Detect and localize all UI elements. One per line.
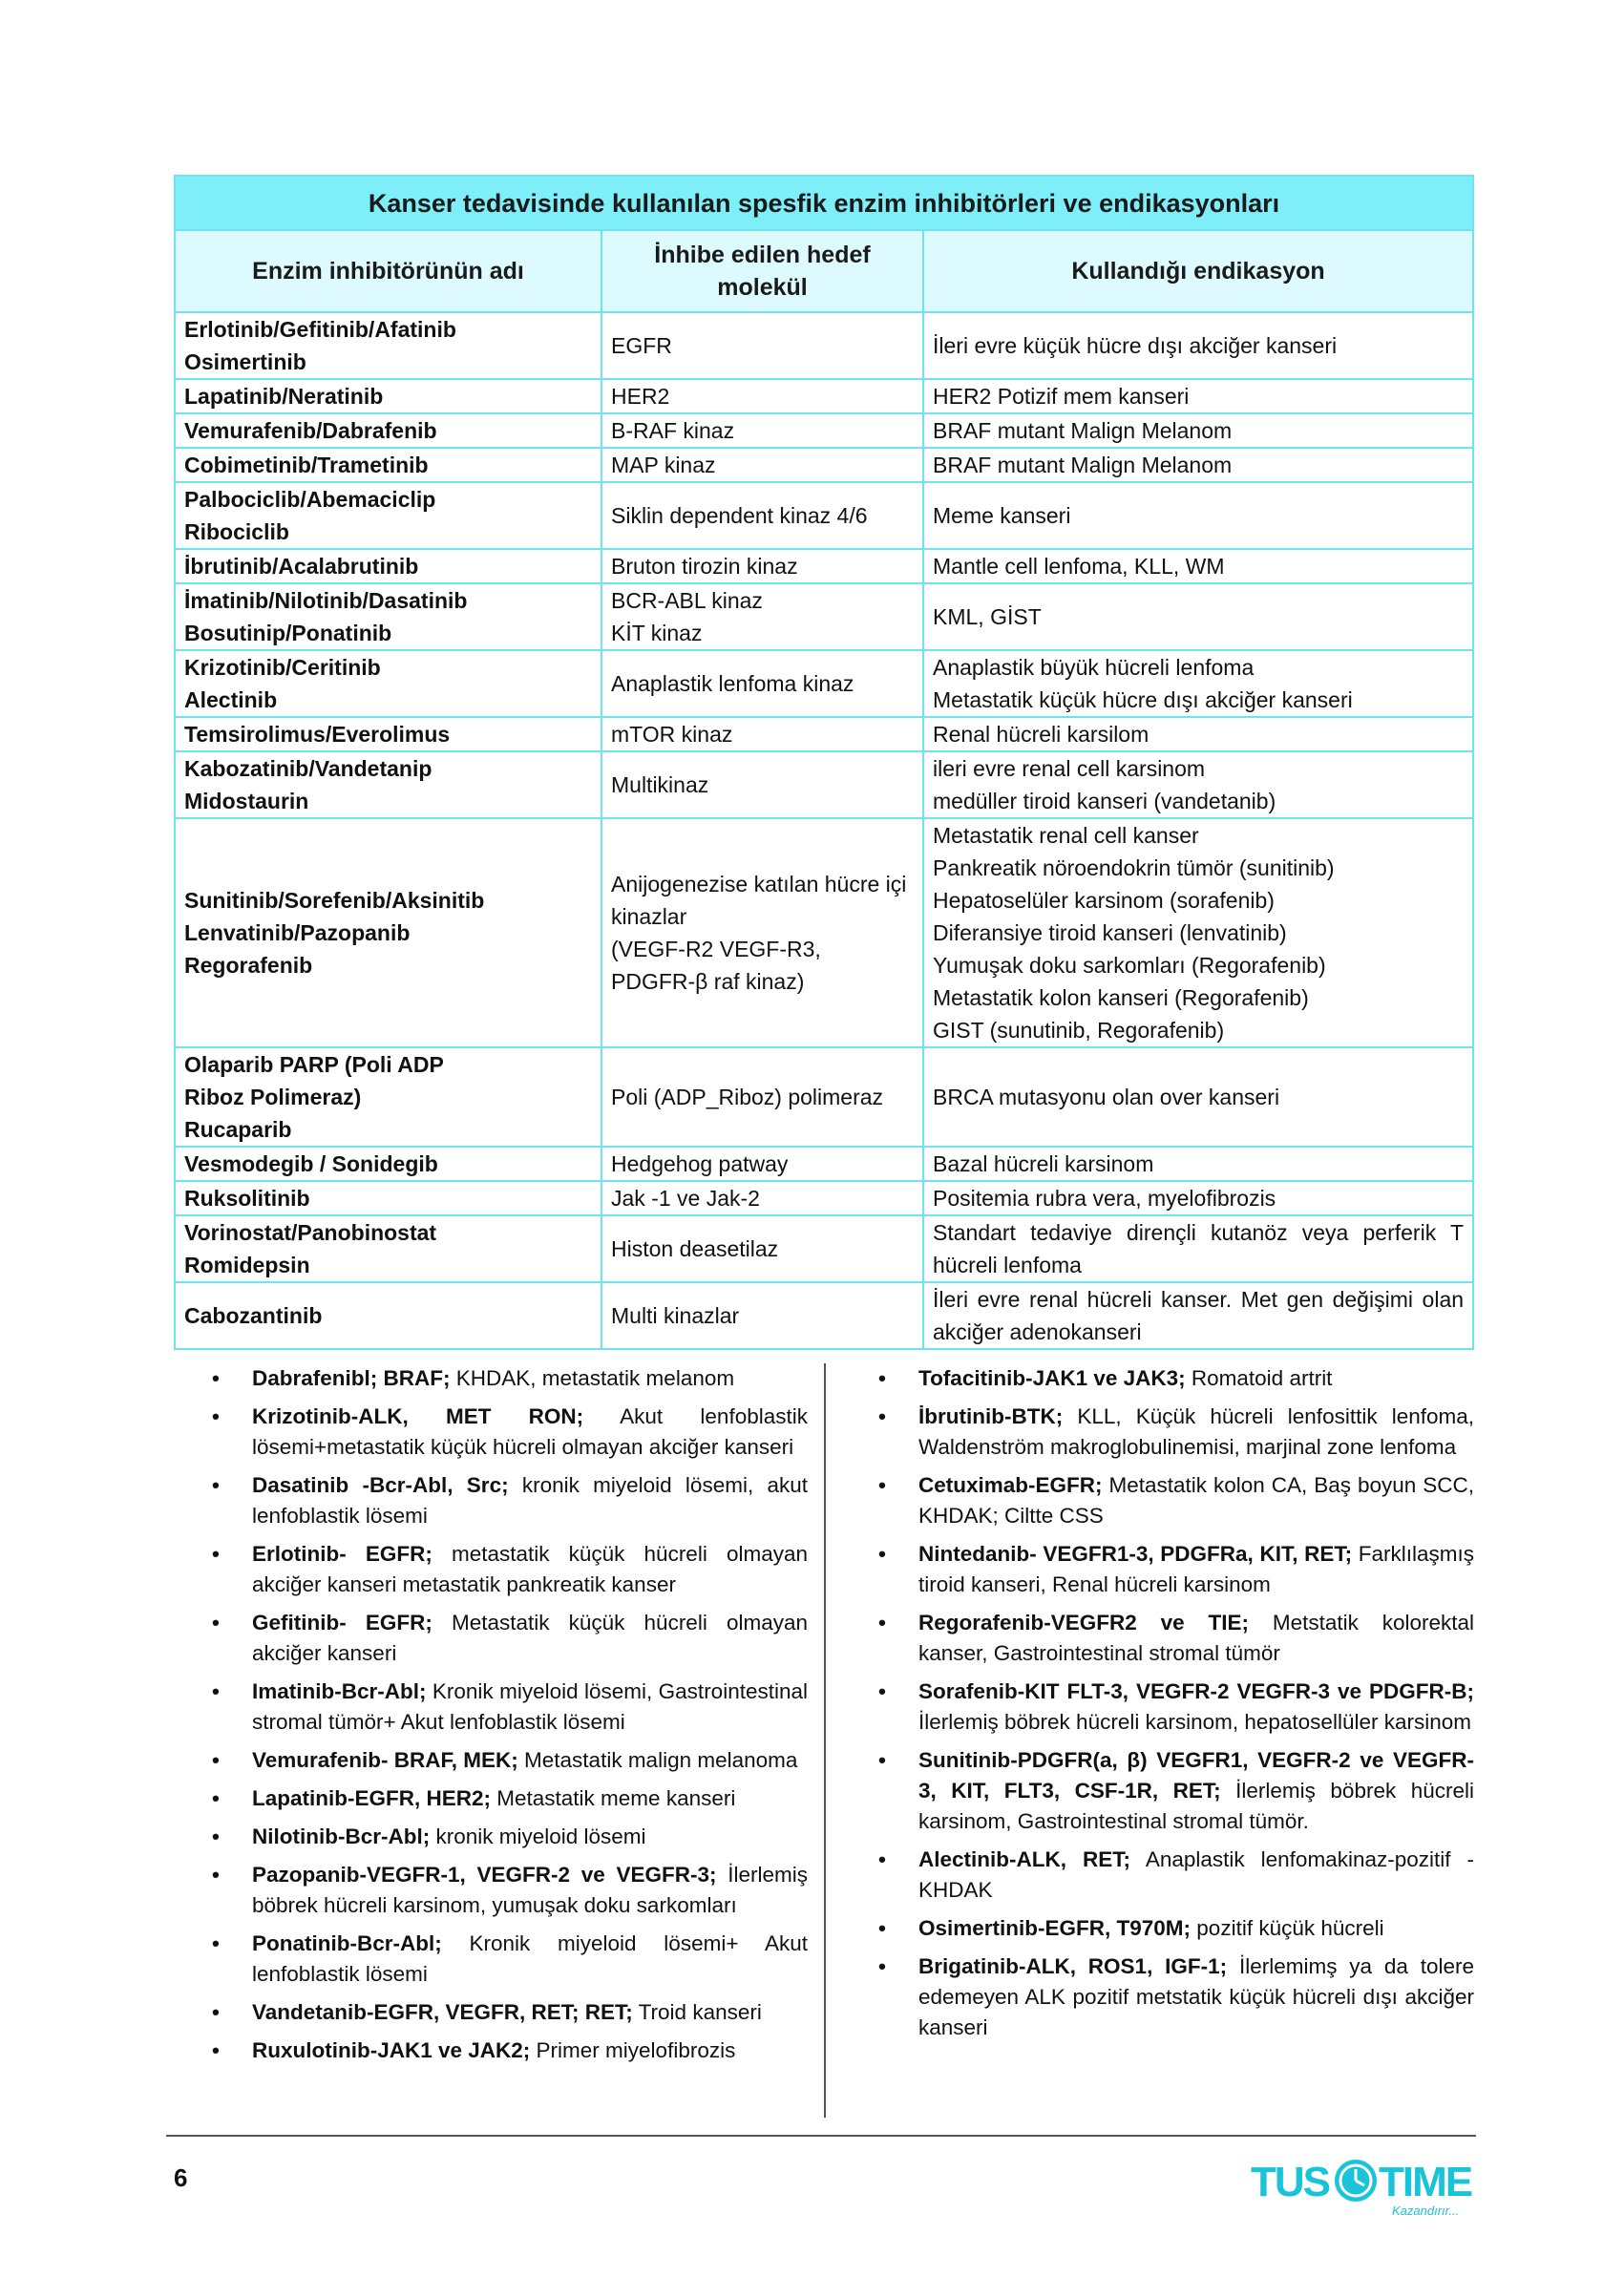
indication-line: BRAF mutant Malign Melanom <box>933 418 1233 443</box>
target-molecule-line: B-RAF kinaz <box>611 418 735 443</box>
bullet-item <box>212 1539 808 1600</box>
bullet-indication: Metastatik meme kanseri <box>491 1786 736 1810</box>
bullet-indication: Kronik miyeloid lösemi+ Akut lenfoblastik lösemi <box>252 1931 808 1986</box>
target-molecule-cell <box>601 818 923 1047</box>
target-molecule-cell <box>601 717 923 751</box>
inhibitor-name-line: Osimertinib <box>184 349 306 374</box>
bullet-drug-target: Vandetanib-EGFR, VEGFR, RET; RET; <box>252 2000 633 2024</box>
indication-cell <box>923 1181 1473 1215</box>
bullet-drug-target: Krizotinib-ALK, MET RON; <box>252 1404 584 1428</box>
target-molecule-line: kinazlar <box>611 904 687 929</box>
inhibitor-name-line: Lapatinib/Neratinib <box>184 384 384 409</box>
indication-line: Positemia rubra vera, myelofibrozis <box>933 1186 1276 1211</box>
column-header-indication: Kullandığı endikasyon <box>923 230 1473 312</box>
inhibitor-name-line: Regorafenib <box>184 953 313 978</box>
bullet-item <box>212 2035 808 2066</box>
table-row <box>175 1147 1473 1181</box>
target-molecule-line: Hedgehog patway <box>611 1151 789 1176</box>
table-row <box>175 650 1473 717</box>
target-molecule-line: Anaplastik lenfoma kinaz <box>611 671 854 696</box>
table-row <box>175 1215 1473 1282</box>
table-row <box>175 379 1473 413</box>
target-molecule-line: Multi kinazlar <box>611 1303 740 1328</box>
bullet-drug-target: İbrutinib-BTK; <box>918 1404 1064 1428</box>
indication-line: medüller tiroid kanseri (vandetanib) <box>933 789 1276 813</box>
target-molecule-line: Anijogenezise katılan hücre içi <box>611 872 907 896</box>
inhibitor-name-cell <box>175 1147 601 1181</box>
indication-cell <box>923 549 1473 583</box>
bullet-drug-target: Lapatinib-EGFR, HER2; <box>252 1786 492 1810</box>
target-molecule-line: Multikinaz <box>611 772 709 797</box>
indication-cell <box>923 482 1473 549</box>
bullet-dot-icon: • <box>878 1847 886 1871</box>
bullet-dot-icon: • <box>212 2000 220 2024</box>
bullet-item <box>212 1677 808 1738</box>
indication-cell <box>923 650 1473 717</box>
indication-line: Mantle cell lenfoma, KLL, WM <box>933 554 1225 579</box>
target-molecule-cell <box>601 751 923 818</box>
indication-cell <box>923 583 1473 650</box>
bullet-indication: Kronik miyeloid lösemi, Gastrointestinal stromal tümör+ Akut lenfoblastik lösemi <box>252 1679 808 1734</box>
inhibitor-name-line: Temsirolimus/Everolimus <box>184 722 451 747</box>
indication-line: Hepatoselüler karsinom (sorafenib) <box>933 888 1275 913</box>
inhibitor-name-cell <box>175 1181 601 1215</box>
inhibitor-name-cell <box>175 448 601 482</box>
footer-rule <box>166 2135 1476 2137</box>
bullet-drug-target: Brigatinib-ALK, ROS1, IGF-1; <box>918 1954 1228 1978</box>
inhibitor-name-cell <box>175 818 601 1047</box>
indication-cell <box>923 413 1473 448</box>
bullet-indication: KHDAK, metastatik melanom <box>450 1366 735 1390</box>
bullet-indication: Akut lenfoblastik lösemi+metastatik küçük hücreli olmayan akciğer kanseri <box>252 1404 808 1459</box>
bullet-item <box>212 1470 808 1531</box>
inhibitor-name-line: Rucaparib <box>184 1117 292 1142</box>
bullet-drug-target: Erlotinib- EGFR; <box>252 1542 432 1566</box>
indication-line: Metastatik renal cell kanser <box>933 823 1199 848</box>
bullet-indication: Metstatik kolorektal kanser, Gastrointestinal stromal tümör <box>918 1611 1474 1665</box>
bullet-item <box>878 1677 1474 1738</box>
inhibitor-name-line: İmatinib/Nilotinib/Dasatinib <box>184 588 468 613</box>
bullet-item <box>878 1845 1474 1906</box>
inhibitor-name-line: Krizotinib/Ceritinib <box>184 655 381 680</box>
bullet-drug-target: Dasatinib -Bcr-Abl, Src; <box>252 1473 509 1497</box>
indication-line: İleri evre küçük hücre dışı akciğer kanseri <box>933 333 1338 358</box>
bullet-item <box>212 1997 808 2028</box>
bullet-drug-target: Sunitinib-PDGFR(a, β) VEGFR1, VEGFR-2 ve VEGFR-3, KIT, FLT3, CSF-1R, RET; <box>918 1748 1474 1803</box>
bullet-dot-icon: • <box>212 1679 220 1703</box>
bullet-dot-icon: • <box>878 1366 886 1390</box>
bullet-drug-target: Sorafenib-KIT FLT-3, VEGFR-2 VEGFR-3 ve PDGFR-B; <box>918 1679 1474 1703</box>
target-molecule-line: Histon deasetilaz <box>611 1236 779 1261</box>
target-molecule-line: Siklin dependent kinaz 4/6 <box>611 503 868 528</box>
bullet-indication: İlerlemiş böbrek hücreli karsinom, Gastrointestinal stromal tümör. <box>918 1779 1475 1833</box>
inhibitor-name-line: Riboz Polimeraz) <box>184 1085 362 1109</box>
bullet-dot-icon: • <box>212 1404 220 1428</box>
table-title: Kanser tedavisinde kullanılan spesfik enzim inhibitörleri ve endikasyonları <box>175 176 1473 230</box>
bullet-dot-icon: • <box>878 1542 886 1566</box>
inhibitor-name-line: Vemurafenib/Dabrafenib <box>184 418 437 443</box>
bullet-drug-target: Alectinib-ALK, RET; <box>918 1847 1131 1871</box>
indication-line: BRAF mutant Malign Melanom <box>933 453 1233 477</box>
bullet-dot-icon: • <box>212 1611 220 1635</box>
bullet-item <box>212 1822 808 1852</box>
indication-line: Yumuşak doku sarkomları (Regorafenib) <box>933 953 1326 978</box>
target-molecule-cell <box>601 1282 923 1349</box>
indication-line: ileri evre renal cell karsinom <box>933 756 1206 781</box>
bullet-dot-icon: • <box>878 1954 886 1978</box>
table-row <box>175 1282 1473 1349</box>
indication-line: Pankreatik nöroendokrin tümör (sunitinib) <box>933 855 1335 880</box>
table-row <box>175 1181 1473 1215</box>
target-molecule-line: (VEGF-R2 VEGF-R3, <box>611 937 821 961</box>
target-molecule-line: mTOR kinaz <box>611 722 733 747</box>
bullet-indication: kronik miyeloid lösemi <box>430 1825 646 1848</box>
inhibitor-name-cell <box>175 650 601 717</box>
target-molecule-line: Jak -1 ve Jak-2 <box>611 1186 760 1211</box>
bullet-dot-icon: • <box>212 1748 220 1772</box>
indication-cell <box>923 818 1473 1047</box>
indication-line: Metastatik küçük hücre dışı akciğer kanseri <box>933 687 1353 712</box>
inhibitor-name-line: Lenvatinib/Pazopanib <box>184 920 411 945</box>
bullet-item <box>212 1783 808 1814</box>
bullet-drug-target: Tofacitinib-JAK1 ve JAK3; <box>918 1366 1186 1390</box>
inhibitor-name-line: Sunitinib/Sorefenib/Aksinitib <box>184 888 485 913</box>
bullet-item <box>878 1608 1474 1669</box>
bullet-item <box>212 1745 808 1776</box>
indication-cell <box>923 1215 1473 1282</box>
target-molecule-cell <box>601 1181 923 1215</box>
bullet-drug-target: Osimertinib-EGFR, T970M; <box>918 1916 1192 1940</box>
target-molecule-line: BCR-ABL kinaz <box>611 588 763 613</box>
indication-line: İleri evre renal hücreli kanser. Met gen değişimi olan akciğer adenokanseri <box>933 1287 1465 1344</box>
inhibitor-name-line: Kabozatinib/Vandetanip <box>184 756 432 781</box>
bullet-indication: Metastatik kolon CA, Baş boyun SCC, KHDAK; Ciltte CSS <box>918 1473 1474 1528</box>
bullet-drug-target: Ponatinib-Bcr-Abl; <box>252 1931 442 1955</box>
column-header-name: Enzim inhibitörünün adı <box>175 230 601 312</box>
bullet-item <box>212 1363 808 1394</box>
bullet-drug-target: Regorafenib-VEGFR2 ve TIE; <box>918 1611 1249 1635</box>
target-molecule-cell <box>601 1047 923 1147</box>
table-row <box>175 312 1473 379</box>
bullet-item <box>878 1470 1474 1531</box>
table-row <box>175 717 1473 751</box>
bullet-indication: İlerlemimş ya da tolere edemeyen ALK pozitif metstatik küçük hücreli dışı akciğer kanseri <box>918 1954 1474 2039</box>
target-molecule-cell <box>601 448 923 482</box>
table-row <box>175 1047 1473 1147</box>
tustime-logo <box>1251 2150 1482 2225</box>
target-molecule-line: PDGFR-β raf kinaz) <box>611 969 805 994</box>
indication-cell <box>923 1282 1473 1349</box>
bullet-item <box>212 1860 808 1921</box>
inhibitor-name-cell <box>175 549 601 583</box>
bullet-dot-icon: • <box>878 1679 886 1703</box>
indication-line: Anaplastik büyük hücreli lenfoma <box>933 655 1255 680</box>
target-molecule-cell <box>601 1147 923 1181</box>
bullet-dot-icon: • <box>212 1863 220 1887</box>
bullet-item <box>212 1608 808 1669</box>
bullet-indication: Farklılaşmış tiroid kanseri, Renal hücreli karsinom <box>918 1542 1474 1596</box>
indication-line: KML, GİST <box>933 604 1042 629</box>
inhibitor-name-line: Alectinib <box>184 687 278 712</box>
target-molecule-line: MAP kinaz <box>611 453 716 477</box>
inhibitor-name-line: Erlotinib/Gefitinib/Afatinib <box>184 317 456 342</box>
indication-line: GIST (sunutinib, Regorafenib) <box>933 1018 1225 1043</box>
bullet-item <box>878 1539 1474 1600</box>
indication-line: Renal hücreli karsilom <box>933 722 1149 747</box>
target-molecule-cell <box>601 549 923 583</box>
bullet-indication: pozitif küçük hücreli <box>1191 1916 1384 1940</box>
bullet-drug-target: Gefitinib- EGFR; <box>252 1611 432 1635</box>
bullet-item <box>878 1363 1474 1394</box>
inhibitor-name-cell <box>175 413 601 448</box>
table-row <box>175 583 1473 650</box>
bullet-dot-icon: • <box>878 1473 886 1497</box>
bullet-dot-icon: • <box>212 1542 220 1566</box>
inhibitor-name-line: Vesmodegib / Sonidegib <box>184 1151 438 1176</box>
inhibitor-name-cell <box>175 583 601 650</box>
indication-line: HER2 Potizif mem kanseri <box>933 384 1190 409</box>
bullet-drug-target: Pazopanib-VEGFR-1, VEGFR-2 ve VEGFR-3; <box>252 1863 717 1887</box>
bullet-drug-target: Nilotinib-Bcr-Abl; <box>252 1825 431 1848</box>
table-row <box>175 818 1473 1047</box>
indication-line: Standart tedaviye dirençli kutanöz veya perferik T hücreli lenfoma <box>933 1220 1465 1277</box>
bullet-indication: Romatoid artrit <box>1185 1366 1333 1390</box>
bullet-indication: KLL, Küçük hücreli lenfosittik lenfoma, Waldenström makroglobulinemisi, marjinal zone lenfoma <box>918 1404 1474 1459</box>
inhibitor-name-line: Bosutinip/Ponatinib <box>184 621 392 645</box>
indication-cell <box>923 1147 1473 1181</box>
bullet-list-left <box>212 1363 808 2074</box>
bullet-indication: kronik miyeloid lösemi, akut lenfoblastik lösemi <box>252 1473 808 1528</box>
inhibitor-name-line: Midostaurin <box>184 789 309 813</box>
bullet-drug-target: Ruxulotinib-JAK1 ve JAK2; <box>252 2038 531 2062</box>
indication-line: Bazal hücreli karsinom <box>933 1151 1154 1176</box>
inhibitor-name-line: Cobimetinib/Trametinib <box>184 453 429 477</box>
bullet-dot-icon: • <box>212 1366 220 1390</box>
bullet-list-right <box>878 1363 1474 2051</box>
bullet-dot-icon: • <box>878 1916 886 1940</box>
inhibitor-name-cell <box>175 751 601 818</box>
table-row <box>175 413 1473 448</box>
bullet-dot-icon: • <box>212 1786 220 1810</box>
indication-line: BRCA mutasyonu olan over kanseri <box>933 1085 1280 1109</box>
target-molecule-line: HER2 <box>611 384 670 409</box>
bullet-drug-target: Dabrafenibl; BRAF; <box>252 1366 451 1390</box>
inhibitor-name-cell <box>175 312 601 379</box>
indication-line: Metastatik kolon kanseri (Regorafenib) <box>933 985 1309 1010</box>
bullet-indication: Anaplastik lenfomakinaz-pozitif - KHDAK <box>918 1847 1475 1902</box>
bullet-item <box>212 1402 808 1463</box>
bullet-dot-icon: • <box>878 1404 886 1428</box>
bullet-indication: Troid kanseri <box>632 2000 762 2024</box>
bullet-drug-target: Imatinib-Bcr-Abl; <box>252 1679 427 1703</box>
indication-cell <box>923 379 1473 413</box>
inhibitor-name-line: Vorinostat/Panobinostat <box>184 1220 437 1245</box>
bullet-indication: İlerlemiş böbrek hücreli karsinom, hepatosellüler karsinom <box>918 1710 1471 1734</box>
target-molecule-cell <box>601 413 923 448</box>
bullet-item <box>878 1951 1474 2043</box>
inhibitor-name-cell <box>175 482 601 549</box>
table-row <box>175 751 1473 818</box>
inhibitor-name-cell <box>175 379 601 413</box>
bullet-dot-icon: • <box>878 1611 886 1635</box>
bullet-drug-target: Nintedanib- VEGFR1-3, PDGFRa, KIT, RET; <box>918 1542 1353 1566</box>
bullet-item <box>212 1929 808 1990</box>
logo-text-left: TUS <box>1251 2159 1329 2205</box>
indication-cell <box>923 1047 1473 1147</box>
bullet-indication: İlerlemiş böbrek hücreli karsinom, yumuşak doku sarkomları <box>252 1863 809 1917</box>
target-molecule-cell <box>601 650 923 717</box>
inhibitor-name-line: Cabozantinib <box>184 1303 323 1328</box>
target-molecule-line: KİT kinaz <box>611 621 703 645</box>
bullet-indication: Metastatik malign melanoma <box>517 1748 798 1772</box>
inhibitor-name-line: Ribociclib <box>184 519 289 544</box>
target-molecule-line: Bruton tirozin kinaz <box>611 554 798 579</box>
bullet-dot-icon: • <box>212 1931 220 1955</box>
indication-cell <box>923 312 1473 379</box>
target-molecule-cell <box>601 1215 923 1282</box>
inhibitor-name-line: Olaparib PARP (Poli ADP <box>184 1052 444 1077</box>
table-row <box>175 448 1473 482</box>
bullet-indication: Metastatik küçük hücreli olmayan akciğer kanseri <box>252 1611 808 1665</box>
inhibitor-name-cell <box>175 1047 601 1147</box>
bullet-drug-target: Cetuximab-EGFR; <box>918 1473 1103 1497</box>
table-row <box>175 482 1473 549</box>
indication-line: Meme kanseri <box>933 503 1071 528</box>
inhibitor-name-line: Romidepsin <box>184 1253 310 1277</box>
table-row <box>175 549 1473 583</box>
target-molecule-cell <box>601 583 923 650</box>
bullet-dot-icon: • <box>212 1825 220 1848</box>
enzyme-inhibitor-table <box>174 175 1474 1350</box>
target-molecule-cell <box>601 379 923 413</box>
bullet-indication: metastatik küçük hücreli olmayan akciğer kanseri metastatik pankreatik kanser <box>252 1542 808 1596</box>
bullet-dot-icon: • <box>212 2038 220 2062</box>
target-molecule-line: Poli (ADP_Riboz) polimeraz <box>611 1085 884 1109</box>
bullet-item <box>878 1913 1474 1944</box>
indication-line: Diferansiye tiroid kanseri (lenvatinib) <box>933 920 1287 945</box>
inhibitor-name-cell <box>175 1215 601 1282</box>
inhibitor-name-line: Ruksolitinib <box>184 1186 310 1211</box>
target-molecule-line: EGFR <box>611 333 672 358</box>
bullet-dot-icon: • <box>212 1473 220 1497</box>
logo-tagline: Kazandırır... <box>1392 2204 1460 2218</box>
bullet-indication: Primer miyelofibrozis <box>530 2038 736 2062</box>
indication-cell <box>923 717 1473 751</box>
indication-cell <box>923 751 1473 818</box>
indication-cell <box>923 448 1473 482</box>
logo-text-right: TIME <box>1379 2159 1472 2205</box>
bullet-dot-icon: • <box>878 1748 886 1772</box>
target-molecule-cell <box>601 312 923 379</box>
inhibitor-name-cell <box>175 1282 601 1349</box>
column-header-target: İnhibe edilen hedef molekül <box>601 230 923 312</box>
target-molecule-cell <box>601 482 923 549</box>
inhibitor-name-line: İbrutinib/Acalabrutinib <box>184 554 419 579</box>
bullet-item <box>878 1402 1474 1463</box>
column-divider <box>824 1363 826 2118</box>
inhibitor-name-line: Palbociclib/Abemaciclip <box>184 487 436 512</box>
bullet-drug-target: Vemurafenib- BRAF, MEK; <box>252 1748 518 1772</box>
page-number: 6 <box>174 2163 188 2192</box>
inhibitor-name-cell <box>175 717 601 751</box>
bullet-item <box>878 1745 1474 1837</box>
